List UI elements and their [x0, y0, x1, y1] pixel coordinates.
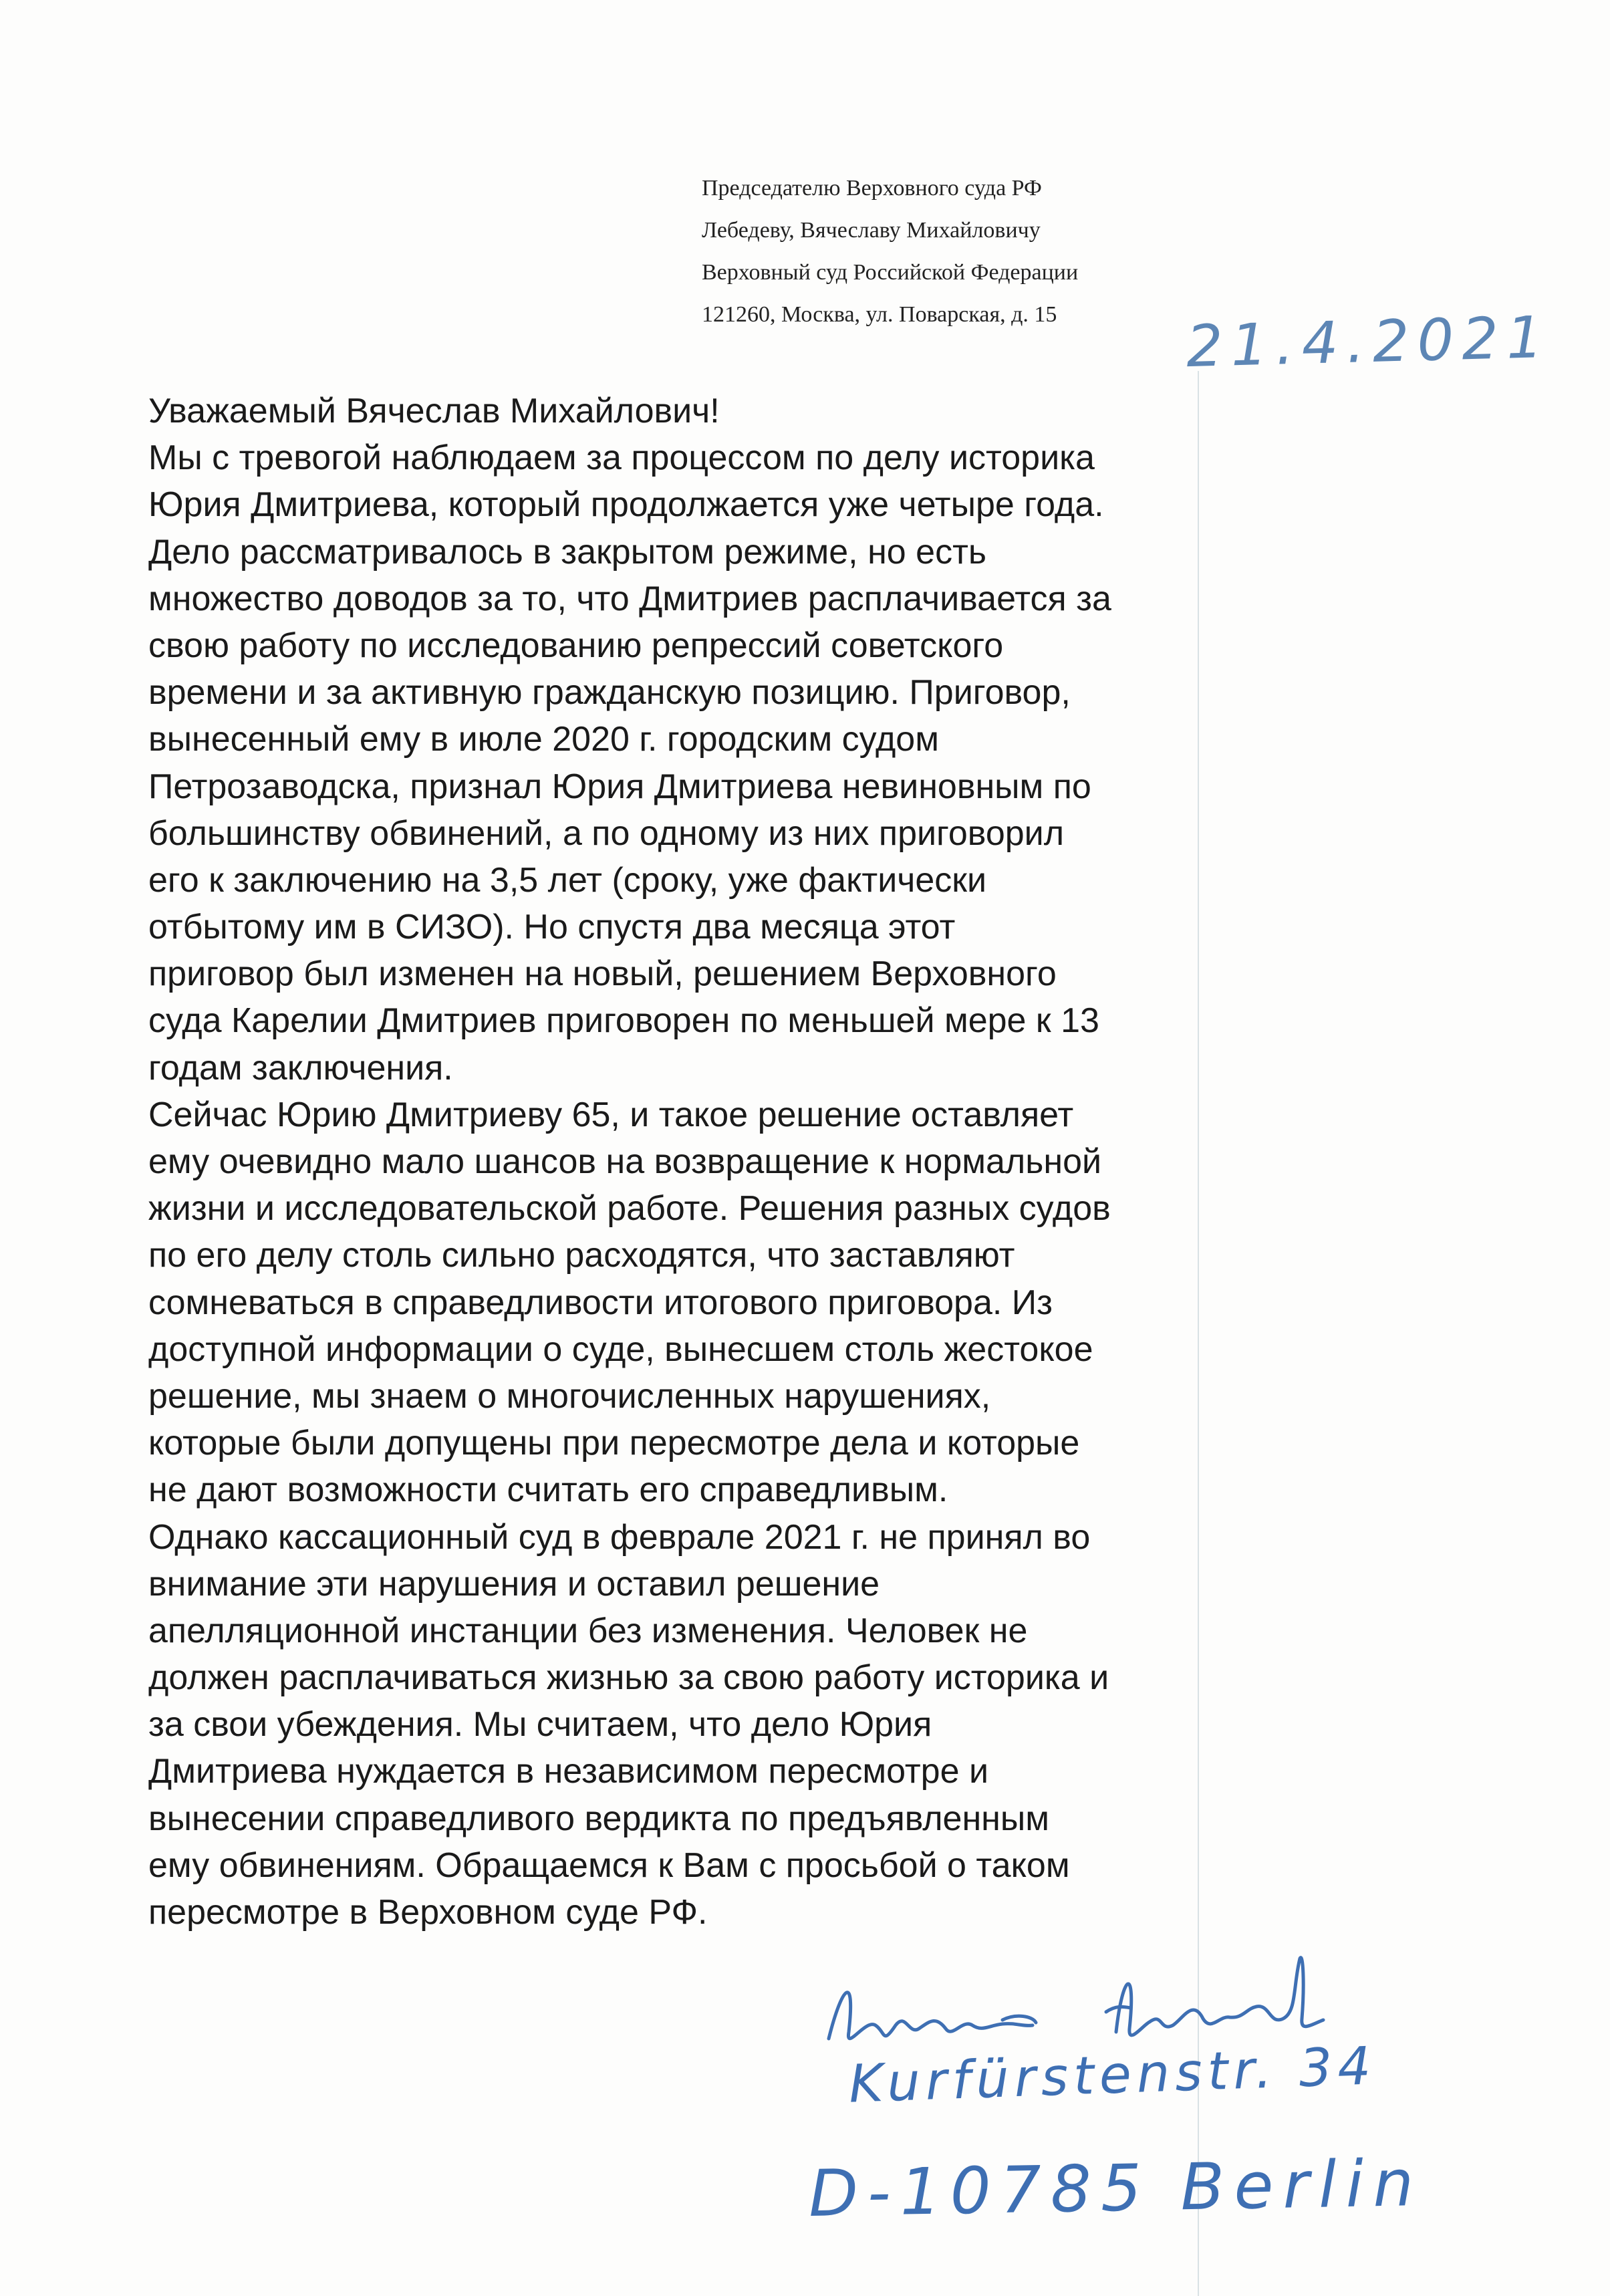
letter-line: которые были допущены при пересмотре дела и которые — [148, 1424, 1080, 1463]
letter-line: за свои убеждения. Мы считаем, что дело Юрия — [148, 1705, 932, 1745]
handwritten-street: Kurfürstenstr. 34 — [847, 2036, 1377, 2115]
letter-line: множество доводов за то, что Дмитриев расплачивается за — [148, 579, 1111, 618]
letter-line: Дмитриева нуждается в независимом пересмотре и — [148, 1752, 989, 1791]
letter-line: внимание эти нарушения и оставил решение — [148, 1564, 880, 1604]
letter-line: должен расплачиваться жизнью за свою работу историка и — [148, 1658, 1109, 1698]
recipient-line: Лебедеву, Вячеславу Михайловичу — [702, 218, 1041, 243]
recipient-line: Верховный суд Российской Федерации — [702, 260, 1079, 285]
letter-line: доступной информации о суде, вынесшем столь жестокое — [148, 1329, 1093, 1369]
letter-line: ему очевидно мало шансов на возвращение к нормальной — [148, 1142, 1102, 1181]
handwritten-city: D-10785 Berlin — [808, 2145, 1424, 2232]
letter-line: вынесенный ему в июле 2020 г. городским судом — [148, 720, 939, 759]
salutation: Уважаемый Вячеслав Михайлович! — [148, 392, 720, 430]
recipient-line: Председателю Верховного суда РФ — [702, 176, 1042, 201]
letter-body — [148, 388, 1191, 1936]
letter-line: жизни и исследовательской работе. Решения разных судов — [148, 1189, 1111, 1229]
letter-line: сомневаться в справедливости итогового приговора. Из — [148, 1283, 1053, 1322]
letter-line: Дело рассматривалось в закрытом режиме, но есть — [148, 532, 986, 571]
letter-line: пересмотре в Верховном суде РФ. — [148, 1893, 708, 1932]
handwritten-date: 21.4.2021 — [1185, 303, 1552, 381]
letter-line: ему обвинениям. Обращаемся к Вам с просьбой о таком — [148, 1845, 1070, 1885]
letter-line: суда Карелии Дмитриев приговорен по меньшей мере к 13 — [148, 1001, 1099, 1041]
letter-line: вынесении справедливого вердикта по предъявленным — [148, 1799, 1050, 1838]
letter-line: отбытому им в СИЗО). Но спустя два месяца этот — [148, 908, 956, 947]
letter-line: не дают возможности считать его справедливым. — [148, 1471, 948, 1510]
letter-line: свою работу по исследованию репрессий советского — [148, 626, 1004, 665]
letter-line: времени и за активную гражданскую позицию. Приговор, — [148, 673, 1071, 713]
letter-line: Сейчас Юрию Дмитриеву 65, и такое решение оставляет — [148, 1095, 1074, 1134]
letter-line: его к заключению на 3,5 лет (сроку, уже фактически — [148, 860, 987, 900]
recipient-line: 121260, Москва, ул. Поварская, д. 15 — [702, 302, 1057, 327]
recipient-address — [702, 167, 1078, 336]
letter-line: решение, мы знаем о многочисленных нарушениях, — [148, 1376, 991, 1416]
letter-line: приговор был изменен на новый, решением Верховного — [148, 954, 1057, 994]
letter-line: апелляционной инстанции без изменения. Человек не — [148, 1611, 1028, 1650]
letter-line: Петрозаводска, признал Юрия Дмитриева невиновным по — [148, 767, 1091, 806]
letter-line: годам заключения. — [148, 1048, 453, 1088]
letter-line: большинству обвинений, а по одному из них приговорил — [148, 813, 1065, 853]
letter-line: Однако кассационный суд в феврале 2021 г. не принял во — [148, 1517, 1091, 1557]
letter-line: по его делу столь сильно расходятся, что заставляют — [148, 1236, 1015, 1275]
letter-line: Юрия Дмитриева, который продолжается уже четыре года. — [148, 485, 1104, 525]
letter-line: Мы с тревогой наблюдаем за процессом по делу историка — [148, 438, 1095, 478]
